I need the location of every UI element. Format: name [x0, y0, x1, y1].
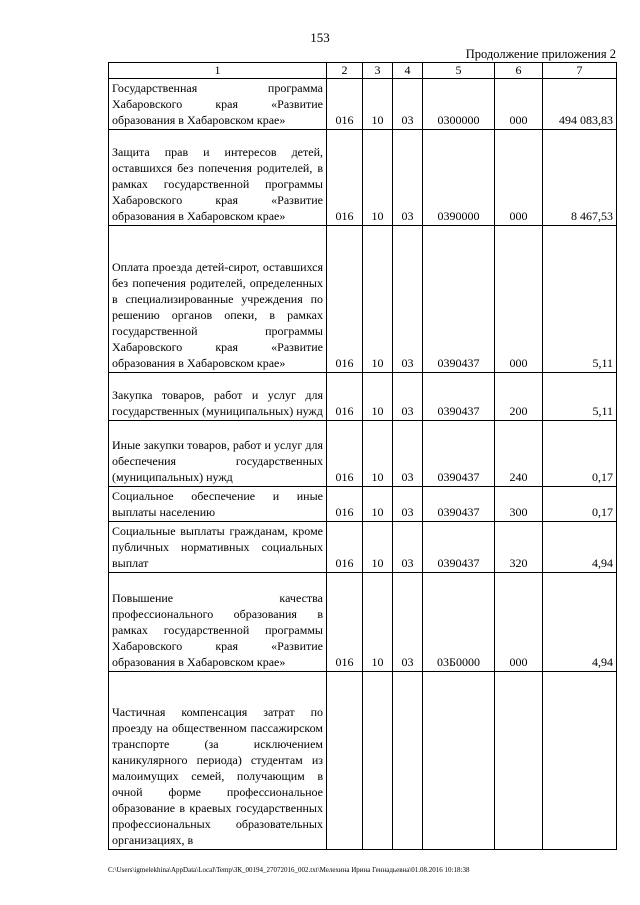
target-article-cell: 0390437 [423, 373, 495, 421]
subsection-cell: 03 [393, 487, 423, 522]
expense-type-cell: 300 [495, 487, 543, 522]
name-cell: Социальные выплаты гражданам, кроме публичных нормативных социальных выплат [109, 522, 327, 573]
table-row [109, 130, 617, 226]
subsection-cell: 03 [393, 421, 423, 487]
target-article-cell: 0390000 [423, 130, 495, 226]
grbs-cell: 016 [327, 373, 363, 421]
section-cell [363, 672, 393, 850]
subsection-cell: 03 [393, 573, 423, 672]
table-row [109, 487, 617, 522]
header-cell-2: 2 [327, 63, 363, 79]
grbs-cell: 016 [327, 421, 363, 487]
name-cell: Закупка товаров, работ и услуг для государственных (муниципальных) нужд [109, 373, 327, 421]
table-row [109, 373, 617, 421]
section-cell: 10 [363, 573, 393, 672]
expense-type-cell: 000 [495, 226, 543, 373]
grbs-cell [327, 672, 363, 850]
grbs-cell: 016 [327, 79, 363, 130]
page-number: 153 [310, 30, 330, 45]
amount-cell: 0,17 [543, 421, 617, 487]
expense-type-cell: 240 [495, 421, 543, 487]
table-row [109, 522, 617, 573]
header-cell-4: 4 [393, 63, 423, 79]
target-article-cell [423, 672, 495, 850]
target-article-cell: 0390437 [423, 522, 495, 573]
footer-file-path: C:\Users\igmelekhina\AppData\Local\Temp\ЗК_00194_27072016_002.txt\Мелехина Ирина Геннадьевна\01.08.2016 10:18:38 [108, 866, 470, 874]
header-cell-3: 3 [363, 63, 393, 79]
table-row [109, 573, 617, 672]
table-row [109, 226, 617, 373]
table-row [109, 421, 617, 487]
target-article-cell: 0390437 [423, 487, 495, 522]
name-cell: Государственная программа Хабаровского края «Развитие образования в Хабаровском крае» [109, 79, 327, 130]
expense-type-cell: 200 [495, 373, 543, 421]
budget-table [108, 62, 617, 850]
name-cell: Защита прав и интересов детей, оставшихся без попечения родителей, в рамках государственной программы Хабаровского края «Развитие образования в Хабаровском крае» [109, 130, 327, 226]
header-cell-1: 1 [109, 63, 327, 79]
table-row [109, 672, 617, 850]
expense-type-cell [495, 672, 543, 850]
grbs-cell: 016 [327, 226, 363, 373]
table-row [109, 79, 617, 130]
amount-cell: 0,17 [543, 487, 617, 522]
target-article-cell: 0390437 [423, 421, 495, 487]
section-cell: 10 [363, 79, 393, 130]
expense-type-cell: 000 [495, 79, 543, 130]
subsection-cell: 03 [393, 522, 423, 573]
expense-type-cell: 000 [495, 573, 543, 672]
section-cell: 10 [363, 487, 393, 522]
subsection-cell: 03 [393, 79, 423, 130]
amount-cell: 4,94 [543, 522, 617, 573]
expense-type-cell: 000 [495, 130, 543, 226]
grbs-cell: 016 [327, 130, 363, 226]
amount-cell: 5,11 [543, 373, 617, 421]
target-article-cell: 03Б0000 [423, 573, 495, 672]
amount-cell [543, 672, 617, 850]
subsection-cell: 03 [393, 373, 423, 421]
target-article-cell: 0390437 [423, 226, 495, 373]
subsection-cell: 03 [393, 226, 423, 373]
name-cell: Оплата проезда детей-сирот, оставшихся без попечения родителей, определенных в специализированные учреждения по решению органов опеки, в рамках государственной программы Хабаровского края «Развитие образования в Хабаровском крае» [109, 226, 327, 373]
subsection-cell [393, 672, 423, 850]
amount-cell: 5,11 [543, 226, 617, 373]
section-cell: 10 [363, 421, 393, 487]
section-cell: 10 [363, 373, 393, 421]
name-cell: Повышение качества профессионального образования в рамках государственной программы Хабаровского края «Развитие образования в Хабаровском крае» [109, 573, 327, 672]
header-cell-5: 5 [423, 63, 495, 79]
section-cell: 10 [363, 130, 393, 226]
table-body [109, 63, 617, 850]
section-cell: 10 [363, 522, 393, 573]
name-cell: Частичная компенсация затрат по проезду на общественном пассажирском транспорте (за исключением каникулярного периода) студентам из малоимущих семей, получающим в очной форме профессиональное образование в краевых государственных профессиональных образовательных организациях, в [109, 672, 327, 850]
grbs-cell: 016 [327, 573, 363, 672]
section-cell: 10 [363, 226, 393, 373]
expense-type-cell: 320 [495, 522, 543, 573]
amount-cell: 4,94 [543, 573, 617, 672]
target-article-cell: 0300000 [423, 79, 495, 130]
grbs-cell: 016 [327, 522, 363, 573]
amount-cell: 8 467,53 [543, 130, 617, 226]
table-header-row [109, 63, 617, 79]
subsection-cell: 03 [393, 130, 423, 226]
header-cell-7: 7 [543, 63, 617, 79]
continuation-label: Продолжение приложения 2 [465, 47, 616, 61]
name-cell: Иные закупки товаров, работ и услуг для обеспечения государственных (муниципальных) нужд [109, 421, 327, 487]
name-cell: Социальное обеспечение и иные выплаты населению [109, 487, 327, 522]
header-cell-6: 6 [495, 63, 543, 79]
grbs-cell: 016 [327, 487, 363, 522]
amount-cell: 494 083,83 [543, 79, 617, 130]
